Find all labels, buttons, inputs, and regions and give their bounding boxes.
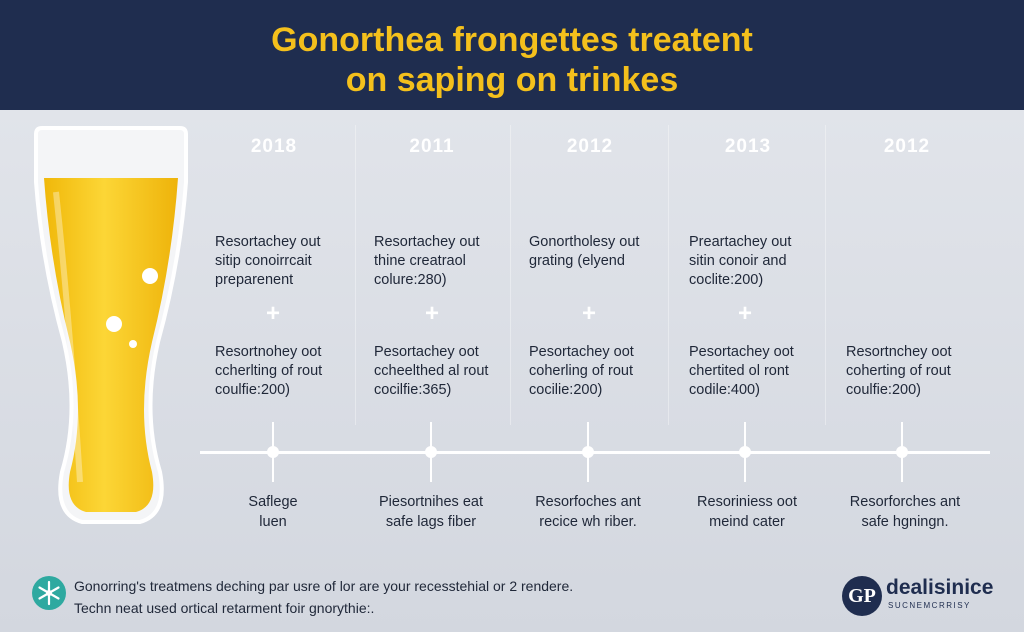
text-line: preparenent: [215, 272, 294, 288]
text-line: Resorforches ant: [849, 494, 961, 510]
description-bottom: [374, 343, 524, 400]
timeline-marker: [425, 446, 437, 458]
year-label: 2013: [724, 136, 772, 157]
logo-subtitle: SUCNEMCRRISY: [888, 601, 971, 610]
footer-note: [74, 575, 794, 619]
logo-badge: GP: [842, 576, 882, 616]
timeline-marker: [267, 446, 279, 458]
bubble: [129, 340, 137, 348]
text-line: meind cater: [709, 514, 785, 530]
plus-icon: +: [737, 300, 752, 327]
text-line: Pesortachey oot: [689, 344, 794, 360]
plus-icon: +: [265, 300, 280, 327]
text-line: sitin conoir and: [689, 253, 787, 269]
text-line: Resoriniess oot: [697, 494, 797, 510]
text-line: Saflege: [248, 494, 298, 510]
text-line: Pesortachey oot: [374, 344, 479, 360]
description-top: [689, 233, 839, 290]
text-line: Resortnohey oot: [215, 344, 322, 360]
title-line-1: Gonorthea frongettes treatent: [271, 21, 753, 59]
logo-name: dealisinice: [886, 576, 994, 599]
description-top: [529, 233, 679, 271]
description-bottom: [215, 343, 365, 400]
milestone-label: [351, 492, 511, 532]
text-line: Resortachey out: [374, 234, 480, 250]
text-line: cocilie:200): [529, 382, 603, 398]
milestone-label: [667, 492, 827, 532]
text-line: ccheelthed al rout: [374, 363, 489, 379]
text-line: Resorfoches ant: [535, 494, 641, 510]
beer-glass-icon: [30, 122, 200, 532]
year-label: 2012: [883, 136, 931, 157]
plus-icon: +: [424, 300, 439, 327]
text-line: coulfie:200): [846, 382, 921, 398]
text-line: colure:280): [374, 272, 447, 288]
timeline-marker: [582, 446, 594, 458]
page-title: [0, 20, 1024, 100]
milestone-label: [193, 492, 353, 532]
bubble: [106, 316, 122, 332]
text-line: codile:400): [689, 382, 760, 398]
description-bottom: [529, 343, 679, 400]
timeline-marker: [896, 446, 908, 458]
text-line: coulfie:200): [215, 382, 290, 398]
year-label: 2011: [409, 136, 455, 157]
timeline-marker: [739, 446, 751, 458]
text-line: Piesortnihes eat: [379, 494, 483, 510]
text-line: safe lags fiber: [385, 514, 477, 530]
text-line: ccherlting of rout: [215, 363, 323, 379]
year-label: 2012: [566, 136, 614, 157]
text-line: sitip conoirrcait: [215, 253, 312, 269]
text-line: safe hgningn.: [861, 514, 949, 530]
title-line-2: on saping on trinkes: [345, 61, 679, 99]
text-line: coherling of rout: [529, 363, 633, 379]
milestone-label: [825, 492, 985, 532]
milestone-label: [508, 492, 668, 532]
text-line: coclite:200): [689, 272, 764, 288]
description-bottom: [689, 343, 839, 400]
text-line: luen: [259, 514, 287, 530]
text-line: chertited ol ront: [689, 363, 789, 379]
text-line: coherting of rout: [846, 363, 951, 379]
description-top: [374, 233, 524, 290]
text-line: Gonortholesy out: [529, 234, 640, 250]
year-label: 2018: [250, 136, 298, 157]
text-line: cocilfie:365): [374, 382, 452, 398]
bubble: [142, 268, 158, 284]
footer-line-1: Gonorring's treatmens deching par usre of lor are your recesstehial or 2 rendere.: [74, 578, 574, 594]
text-line: Resortachey out: [215, 234, 321, 250]
text-line: recice wh riber.: [539, 514, 637, 530]
text-line: Resortnchey oot: [846, 344, 952, 360]
snowflake-icon: [32, 576, 66, 610]
text-line: thine creatraol: [374, 253, 466, 269]
text-line: grating (elyend: [529, 253, 625, 269]
footer-line-2: Techn neat used ortical retarment foir gnorythie:.: [74, 600, 375, 616]
timeline-axis: [200, 451, 990, 454]
text-line: Preartachey out: [689, 234, 792, 250]
description-top: [215, 233, 365, 290]
plus-icon: +: [581, 300, 596, 327]
text-line: Pesortachey oot: [529, 344, 634, 360]
description-bottom: [846, 343, 996, 400]
